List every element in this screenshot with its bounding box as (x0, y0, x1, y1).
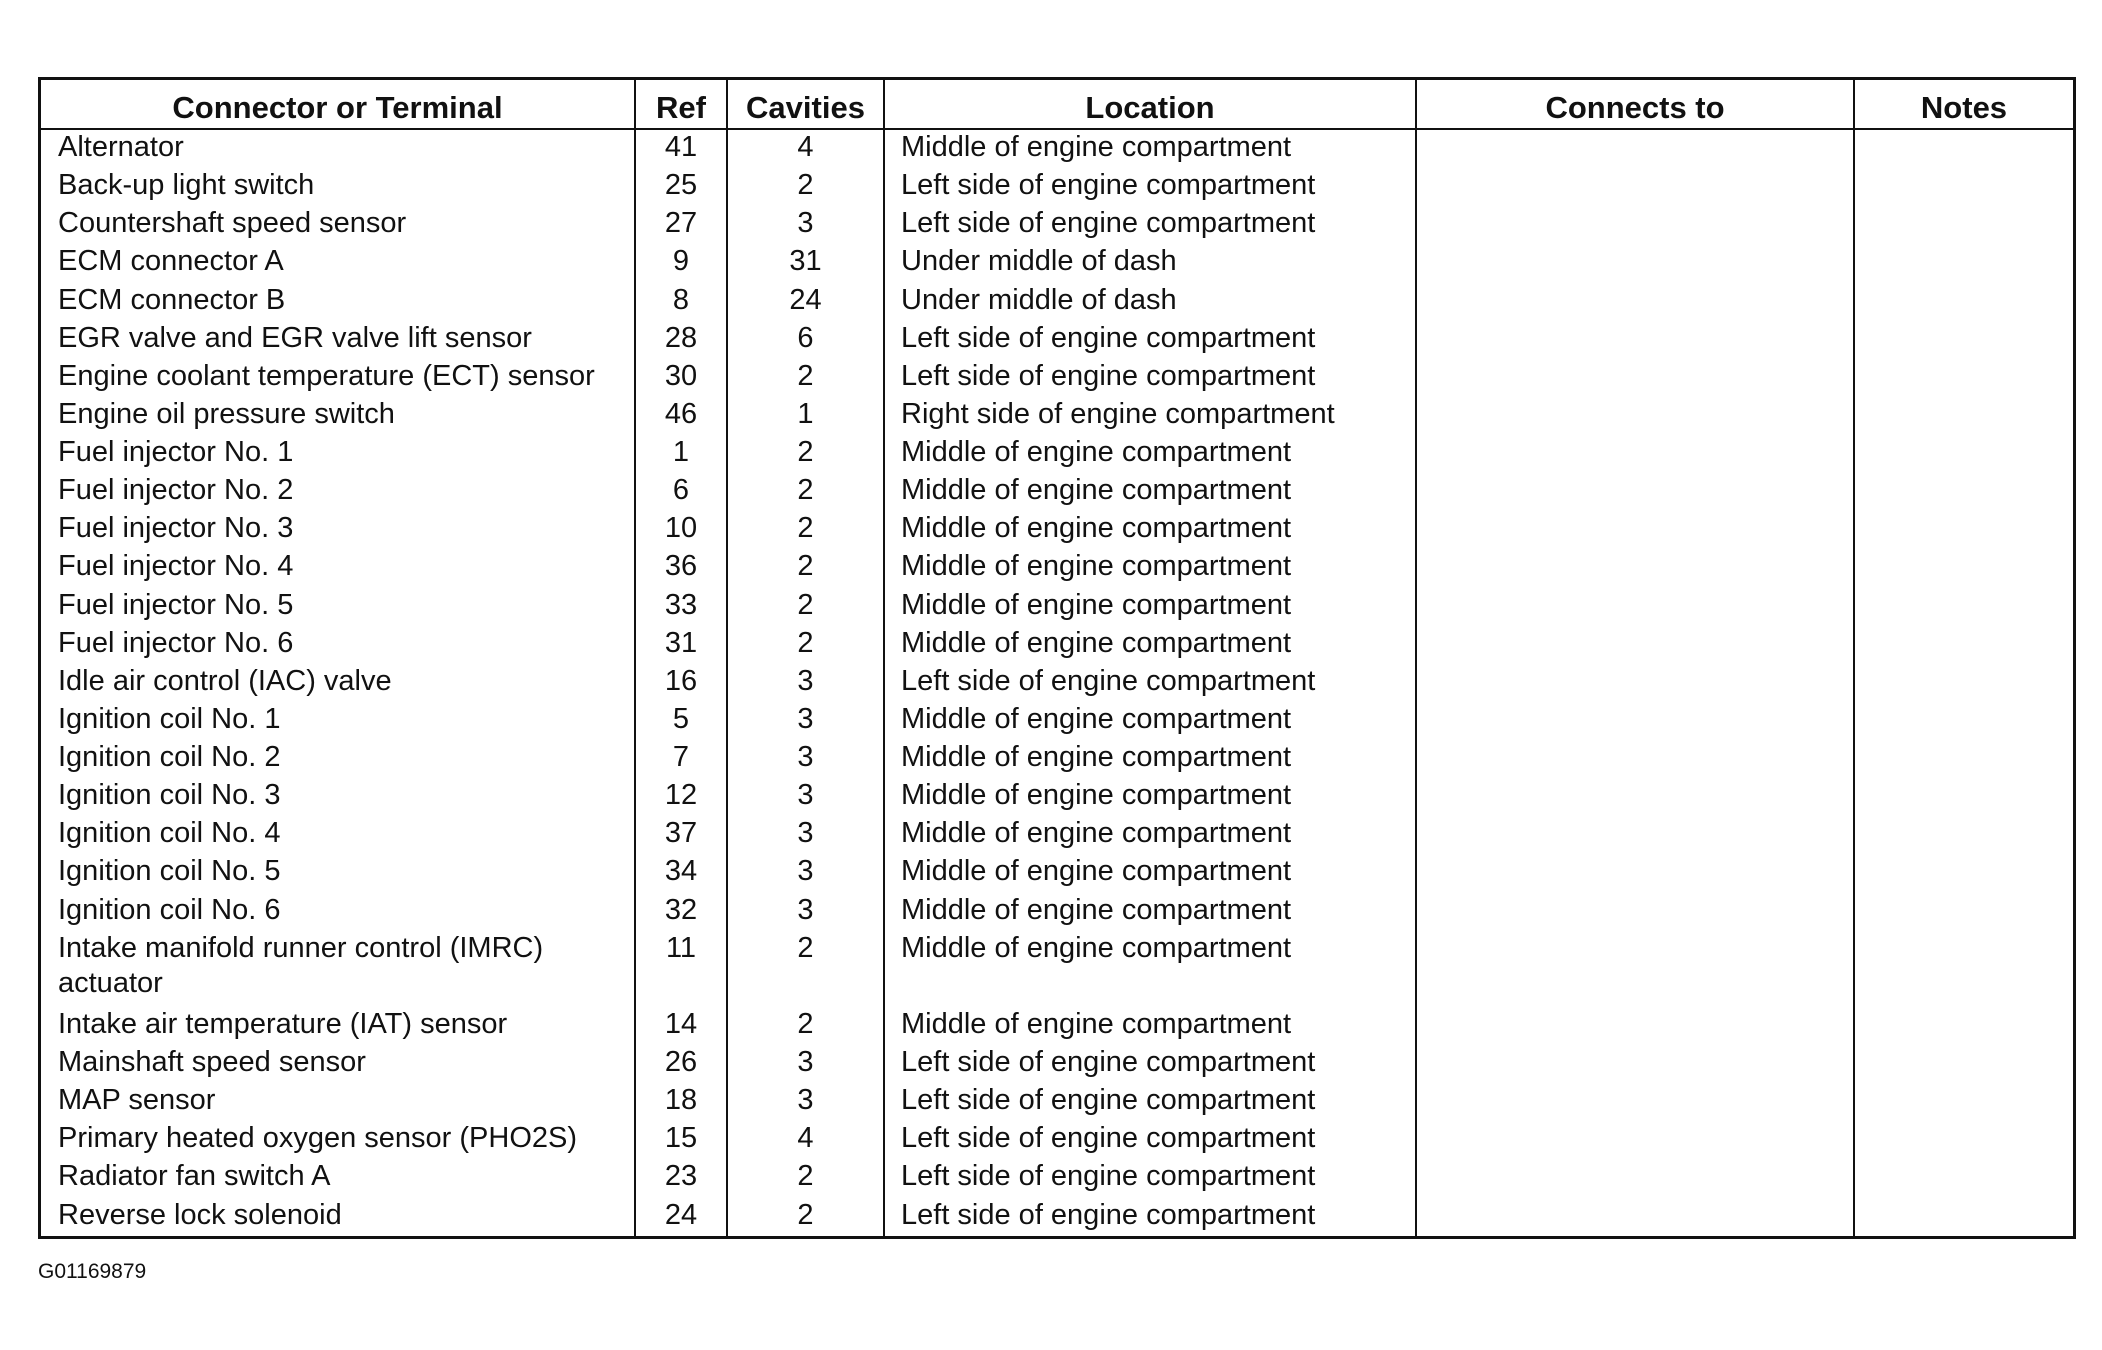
cell-notes (1854, 473, 2073, 511)
cell-location: Left side of engine compartment (884, 321, 1416, 359)
cell-cavities: 2 (727, 359, 884, 397)
cell-cavities: 3 (727, 740, 884, 778)
cell-location: Under middle of dash (884, 283, 1416, 321)
table-row (41, 740, 2073, 778)
figure-id: G01169879 (38, 1260, 147, 1283)
table-row (41, 1198, 2073, 1236)
cell-connector: ECM connector A (41, 244, 635, 282)
connector-table (41, 80, 2073, 1236)
cell-notes (1854, 816, 2073, 854)
cell-connects-to (1416, 129, 1854, 168)
cell-notes (1854, 511, 2073, 549)
cell-connects-to (1416, 893, 1854, 931)
cell-connector: Radiator fan switch A (41, 1159, 635, 1197)
cell-location: Middle of engine compartment (884, 435, 1416, 473)
cell-ref: 15 (635, 1121, 727, 1159)
cell-connects-to (1416, 778, 1854, 816)
header-ref: Ref (635, 80, 727, 129)
table-row (41, 893, 2073, 931)
cell-notes (1854, 1159, 2073, 1197)
cell-ref: 30 (635, 359, 727, 397)
table-row (41, 931, 2073, 1007)
cell-location: Middle of engine compartment (884, 893, 1416, 931)
cell-ref: 12 (635, 778, 727, 816)
cell-location: Left side of engine compartment (884, 1121, 1416, 1159)
cell-ref: 5 (635, 702, 727, 740)
cell-connector: Engine oil pressure switch (41, 397, 635, 435)
table-header-row (41, 80, 2073, 129)
cell-ref: 46 (635, 397, 727, 435)
cell-notes (1854, 778, 2073, 816)
header-cavities: Cavities (727, 80, 884, 129)
cell-location: Middle of engine compartment (884, 931, 1416, 1007)
cell-connector: Fuel injector No. 4 (41, 549, 635, 587)
cell-notes (1854, 1007, 2073, 1045)
table-row (41, 854, 2073, 892)
cell-ref: 11 (635, 931, 727, 1007)
table-row (41, 397, 2073, 435)
cell-connects-to (1416, 816, 1854, 854)
cell-cavities: 2 (727, 1198, 884, 1236)
cell-connects-to (1416, 168, 1854, 206)
cell-location: Left side of engine compartment (884, 206, 1416, 244)
cell-cavities: 3 (727, 854, 884, 892)
table-row (41, 473, 2073, 511)
cell-ref: 28 (635, 321, 727, 359)
cell-ref: 25 (635, 168, 727, 206)
cell-ref: 41 (635, 129, 727, 168)
cell-ref: 26 (635, 1045, 727, 1083)
cell-connects-to (1416, 473, 1854, 511)
cell-connector: Fuel injector No. 1 (41, 435, 635, 473)
cell-location: Middle of engine compartment (884, 816, 1416, 854)
cell-notes (1854, 1083, 2073, 1121)
cell-connects-to (1416, 1198, 1854, 1236)
table-row (41, 588, 2073, 626)
table-row (41, 511, 2073, 549)
cell-ref: 32 (635, 893, 727, 931)
cell-connects-to (1416, 626, 1854, 664)
cell-connects-to (1416, 664, 1854, 702)
cell-connects-to (1416, 283, 1854, 321)
cell-connector: Intake air temperature (IAT) sensor (41, 1007, 635, 1045)
cell-connector: ECM connector B (41, 283, 635, 321)
cell-notes (1854, 168, 2073, 206)
cell-ref: 18 (635, 1083, 727, 1121)
cell-connector: Ignition coil No. 1 (41, 702, 635, 740)
cell-cavities: 2 (727, 626, 884, 664)
connector-table-frame (38, 77, 2076, 1239)
cell-notes (1854, 129, 2073, 168)
cell-notes (1854, 893, 2073, 931)
cell-ref: 16 (635, 664, 727, 702)
cell-connector: Fuel injector No. 6 (41, 626, 635, 664)
header-location: Location (884, 80, 1416, 129)
cell-location: Left side of engine compartment (884, 1083, 1416, 1121)
cell-notes (1854, 1198, 2073, 1236)
cell-ref: 31 (635, 626, 727, 664)
cell-notes (1854, 283, 2073, 321)
cell-connects-to (1416, 1121, 1854, 1159)
cell-connects-to (1416, 321, 1854, 359)
cell-ref: 34 (635, 854, 727, 892)
cell-cavities: 3 (727, 893, 884, 931)
cell-notes (1854, 549, 2073, 587)
cell-notes (1854, 244, 2073, 282)
cell-location: Middle of engine compartment (884, 702, 1416, 740)
cell-cavities: 6 (727, 321, 884, 359)
cell-cavities: 3 (727, 1045, 884, 1083)
cell-location: Left side of engine compartment (884, 1198, 1416, 1236)
cell-cavities: 3 (727, 1083, 884, 1121)
cell-connector: Ignition coil No. 3 (41, 778, 635, 816)
table-row (41, 816, 2073, 854)
table-row (41, 283, 2073, 321)
table-row (41, 359, 2073, 397)
cell-notes (1854, 931, 2073, 1007)
cell-connector: Countershaft speed sensor (41, 206, 635, 244)
cell-location: Middle of engine compartment (884, 854, 1416, 892)
cell-notes (1854, 397, 2073, 435)
cell-connects-to (1416, 931, 1854, 1007)
cell-ref: 37 (635, 816, 727, 854)
table-row (41, 1007, 2073, 1045)
cell-cavities: 3 (727, 816, 884, 854)
table-row (41, 1121, 2073, 1159)
cell-connector: Intake manifold runner control (IMRC) actuator (41, 931, 635, 1007)
table-row (41, 435, 2073, 473)
table-row (41, 664, 2073, 702)
cell-connector: EGR valve and EGR valve lift sensor (41, 321, 635, 359)
header-connects-to: Connects to (1416, 80, 1854, 129)
cell-ref: 10 (635, 511, 727, 549)
cell-connects-to (1416, 206, 1854, 244)
cell-cavities: 2 (727, 549, 884, 587)
cell-location: Middle of engine compartment (884, 549, 1416, 587)
cell-connector: Fuel injector No. 3 (41, 511, 635, 549)
cell-connects-to (1416, 549, 1854, 587)
cell-ref: 24 (635, 1198, 727, 1236)
cell-connector: Ignition coil No. 2 (41, 740, 635, 778)
cell-cavities: 2 (727, 473, 884, 511)
cell-ref: 33 (635, 588, 727, 626)
cell-connector: Mainshaft speed sensor (41, 1045, 635, 1083)
cell-connector: Back-up light switch (41, 168, 635, 206)
cell-location: Middle of engine compartment (884, 588, 1416, 626)
cell-cavities: 2 (727, 435, 884, 473)
cell-notes (1854, 588, 2073, 626)
cell-location: Left side of engine compartment (884, 359, 1416, 397)
cell-connector: Idle air control (IAC) valve (41, 664, 635, 702)
table-row (41, 1045, 2073, 1083)
cell-location: Middle of engine compartment (884, 778, 1416, 816)
cell-connects-to (1416, 1159, 1854, 1197)
cell-notes (1854, 321, 2073, 359)
cell-connector: Reverse lock solenoid (41, 1198, 635, 1236)
cell-ref: 7 (635, 740, 727, 778)
cell-location: Middle of engine compartment (884, 129, 1416, 168)
table-row (41, 244, 2073, 282)
cell-notes (1854, 435, 2073, 473)
cell-connects-to (1416, 588, 1854, 626)
cell-connects-to (1416, 244, 1854, 282)
cell-connects-to (1416, 435, 1854, 473)
table-row (41, 1159, 2073, 1197)
cell-ref: 8 (635, 283, 727, 321)
cell-notes (1854, 1045, 2073, 1083)
cell-cavities: 1 (727, 397, 884, 435)
table-row (41, 778, 2073, 816)
cell-connector: Primary heated oxygen sensor (PHO2S) (41, 1121, 635, 1159)
cell-location: Right side of engine compartment (884, 397, 1416, 435)
cell-location: Left side of engine compartment (884, 1045, 1416, 1083)
cell-cavities: 2 (727, 588, 884, 626)
cell-cavities: 4 (727, 129, 884, 168)
cell-notes (1854, 664, 2073, 702)
cell-ref: 23 (635, 1159, 727, 1197)
cell-connector: Fuel injector No. 5 (41, 588, 635, 626)
table-row (41, 549, 2073, 587)
table-row (41, 129, 2073, 168)
cell-notes (1854, 1121, 2073, 1159)
cell-ref: 1 (635, 435, 727, 473)
cell-notes (1854, 854, 2073, 892)
cell-cavities: 2 (727, 1159, 884, 1197)
cell-connects-to (1416, 1045, 1854, 1083)
cell-cavities: 2 (727, 511, 884, 549)
cell-cavities: 2 (727, 931, 884, 1007)
table-row (41, 321, 2073, 359)
table-row (41, 626, 2073, 664)
cell-connector: Fuel injector No. 2 (41, 473, 635, 511)
cell-connects-to (1416, 702, 1854, 740)
cell-cavities: 31 (727, 244, 884, 282)
cell-location: Left side of engine compartment (884, 664, 1416, 702)
header-connector: Connector or Terminal (41, 80, 635, 129)
cell-connects-to (1416, 1007, 1854, 1045)
cell-connects-to (1416, 359, 1854, 397)
cell-cavities: 2 (727, 1007, 884, 1045)
cell-location: Middle of engine compartment (884, 511, 1416, 549)
table-row (41, 168, 2073, 206)
cell-connector: Ignition coil No. 5 (41, 854, 635, 892)
table-row (41, 1083, 2073, 1121)
cell-location: Left side of engine compartment (884, 1159, 1416, 1197)
cell-connector: MAP sensor (41, 1083, 635, 1121)
cell-connects-to (1416, 397, 1854, 435)
cell-cavities: 24 (727, 283, 884, 321)
cell-location: Middle of engine compartment (884, 740, 1416, 778)
cell-connects-to (1416, 1083, 1854, 1121)
cell-connector: Ignition coil No. 4 (41, 816, 635, 854)
cell-connects-to (1416, 740, 1854, 778)
cell-connector: Engine coolant temperature (ECT) sensor (41, 359, 635, 397)
cell-notes (1854, 359, 2073, 397)
cell-ref: 14 (635, 1007, 727, 1045)
cell-connector: Ignition coil No. 6 (41, 893, 635, 931)
table-body (41, 129, 2073, 1236)
cell-cavities: 3 (727, 206, 884, 244)
cell-connects-to (1416, 511, 1854, 549)
cell-notes (1854, 702, 2073, 740)
cell-notes (1854, 740, 2073, 778)
cell-cavities: 3 (727, 664, 884, 702)
cell-cavities: 4 (727, 1121, 884, 1159)
cell-notes (1854, 206, 2073, 244)
cell-cavities: 2 (727, 168, 884, 206)
cell-ref: 6 (635, 473, 727, 511)
table-row (41, 206, 2073, 244)
cell-connector: Alternator (41, 129, 635, 168)
cell-ref: 27 (635, 206, 727, 244)
cell-cavities: 3 (727, 778, 884, 816)
cell-ref: 36 (635, 549, 727, 587)
cell-connects-to (1416, 854, 1854, 892)
cell-location: Middle of engine compartment (884, 473, 1416, 511)
header-notes: Notes (1854, 80, 2073, 129)
cell-location: Left side of engine compartment (884, 168, 1416, 206)
cell-location: Middle of engine compartment (884, 1007, 1416, 1045)
cell-cavities: 3 (727, 702, 884, 740)
cell-location: Middle of engine compartment (884, 626, 1416, 664)
cell-notes (1854, 626, 2073, 664)
table-row (41, 702, 2073, 740)
cell-ref: 9 (635, 244, 727, 282)
cell-location: Under middle of dash (884, 244, 1416, 282)
